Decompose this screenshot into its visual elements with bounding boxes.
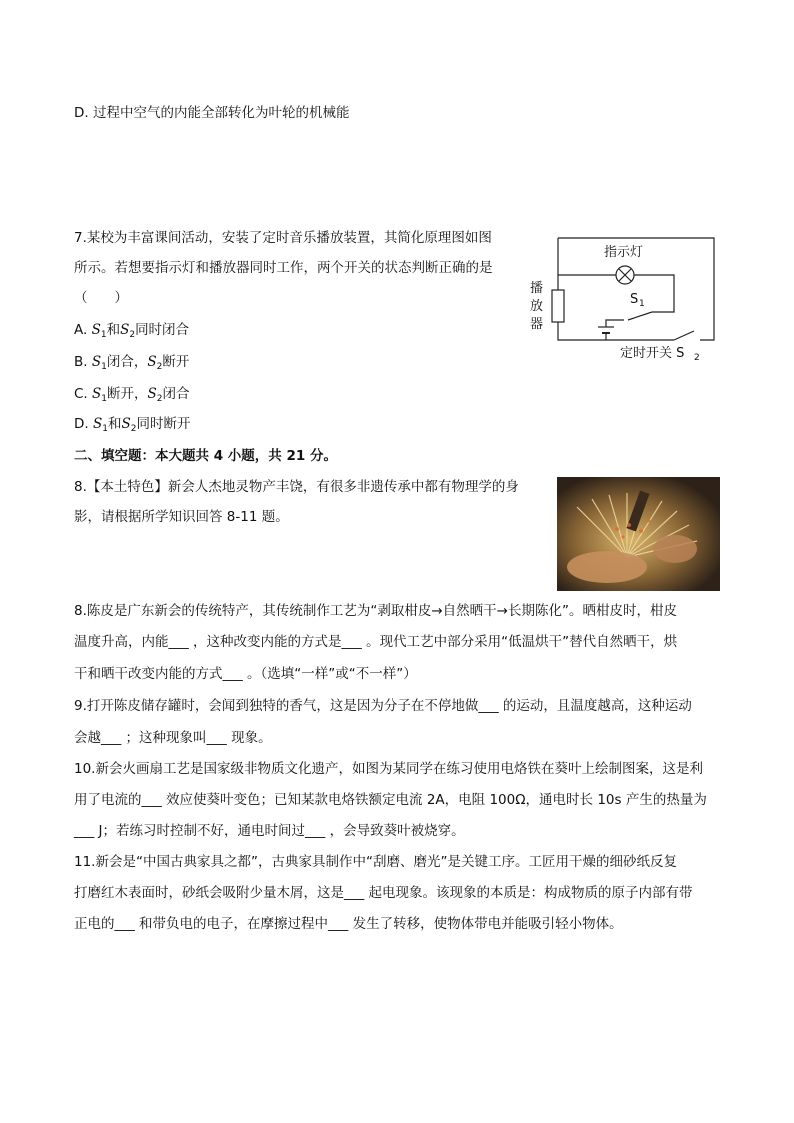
- player-label: 放: [530, 299, 544, 314]
- question-7-option-b: [74, 353, 189, 376]
- switch-s1-blade: [628, 312, 652, 320]
- option-text: 和: [106, 322, 121, 338]
- question-10-line2: 用了电流的___ 效应使葵叶变色；已知某款电烙铁额定电流 2A，电阻 100Ω，通电时长 10s 产生的热量为: [74, 792, 707, 808]
- circuit-wire: [558, 322, 606, 340]
- timer-switch-blade: [674, 331, 694, 340]
- question-10-line1: 10.新会火画扇工艺是国家级非物质文化遗产，如图为某同学在练习使用电烙铁在葵叶上绘制图案，这是利: [74, 761, 703, 777]
- option-text: 同时断开: [136, 416, 191, 432]
- switch-symbol: S: [147, 354, 157, 370]
- question-7-option-c: [74, 385, 189, 408]
- question-9-line2: 会越___ ；这种现象叫___ 现象。: [74, 730, 272, 746]
- question-8-line2: 温度升高，内能___ ，这种改变内能的方式是___ 。现代工艺中部分采用“低温烘干”替代自然晒干，烘: [74, 634, 678, 650]
- question-11-line1: 11.新会是“中国古典家具之都”，古典家具制作中“刮磨、磨光”是关键工序。工匠用干燥的细砂纸反复: [74, 854, 677, 870]
- lamp-label: 指示灯: [604, 245, 644, 260]
- switch-symbol: S: [120, 322, 130, 338]
- subscript: 1: [102, 424, 108, 434]
- question-10-line3: ___ J；若练习时控制不好，通电时间过___ ，会导致葵叶被烧穿。: [74, 823, 465, 839]
- question-7-stem-line1: 7.某校为丰富课间活动，安装了定时音乐播放装置，其简化原理图如图: [74, 230, 492, 246]
- question-8-intro-line2: 影，请根据所学知识回答 8-11 题。: [74, 509, 289, 525]
- option-text: 断开，: [107, 386, 148, 402]
- player-label: 器: [530, 317, 544, 332]
- question-8-line1: 8.陈皮是广东新会的传统特产，其传统制作工艺为“剥取柑皮→自然晒干→长期陈化”。晒柑皮时，柑皮: [74, 603, 677, 619]
- subscript: 1: [101, 362, 107, 372]
- switch-symbol: S: [92, 416, 103, 432]
- question-7-answer-bracket: （ ）: [74, 290, 128, 306]
- subscript: 2: [156, 394, 163, 404]
- player-label: 播: [530, 281, 544, 296]
- subscript: 2: [129, 330, 136, 340]
- option-text: 和: [107, 416, 122, 432]
- question-9-line1: 9.打开陈皮储存罐时，会闻到独特的香气，这是因为分子在不停地做___ 的运动，且温度越高，这种运动: [74, 698, 692, 714]
- switch-symbol: S: [91, 354, 102, 370]
- question-7-option-d: [74, 415, 190, 438]
- question-11-line3: 正电的___ 和带负电的电子，在摩擦过程中___ 发生了转移，使物体带电并能吸引轻小物体。: [74, 916, 623, 932]
- question-7-stem-line2: 所示。若想要指示灯和播放器同时工作，两个开关的状态判断正确的是: [74, 260, 493, 276]
- option-text: 闭合，: [106, 354, 148, 370]
- switch-symbol: S: [92, 386, 102, 402]
- subscript: 1: [101, 394, 107, 404]
- s1-subscript: 1: [639, 299, 645, 309]
- question-7-option-a: [74, 321, 189, 344]
- timer-switch-subscript: 2: [694, 353, 700, 362]
- subscript: 1: [100, 330, 107, 340]
- circuit-wire: [606, 320, 624, 327]
- switch-symbol: S: [147, 386, 157, 402]
- option-prefix: B.: [74, 354, 92, 370]
- subscript: 2: [130, 424, 137, 434]
- player-resistor: [552, 290, 564, 322]
- timer-switch-label: 定时开关 S: [620, 346, 685, 361]
- question-8-intro-line1: 8.【本土特色】新会人杰地灵物产丰饶，有很多非遗传承中都有物理学的身: [74, 479, 519, 495]
- section-2-heading: 二、填空题：本大题共 4 小题，共 21 分。: [74, 448, 337, 464]
- fan-painting-photo: [557, 477, 720, 591]
- question-6-option-d: D. 过程中空气的内能全部转化为叶轮的机械能: [74, 105, 350, 121]
- option-text: 闭合: [162, 386, 190, 402]
- option-text: 同时闭合: [135, 322, 190, 338]
- s1-label: S: [630, 292, 639, 307]
- switch-symbol: S: [91, 322, 101, 338]
- option-prefix: D.: [74, 416, 93, 432]
- circuit-diagram: [524, 234, 724, 362]
- switch-symbol: S: [121, 416, 131, 432]
- option-prefix: C.: [74, 386, 93, 402]
- question-8-line3: 干和晒干改变内能的方式___ 。（选填“一样”或“不一样”）: [74, 666, 417, 682]
- option-prefix: A.: [74, 322, 92, 338]
- option-text: 断开: [162, 354, 190, 370]
- subscript: 2: [156, 362, 163, 372]
- question-11-line2: 打磨红木表面时，砂纸会吸附少量木屑，这是___ 起电现象。该现象的本质是：构成物质的原子内部有带: [74, 885, 693, 901]
